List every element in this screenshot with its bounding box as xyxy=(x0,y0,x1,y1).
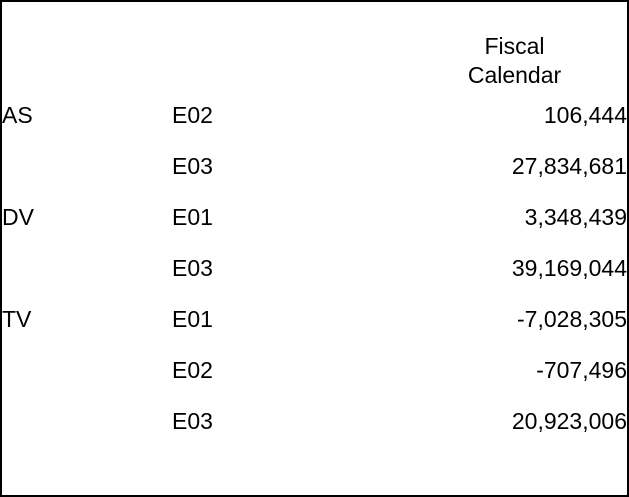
row-code-label: E03 xyxy=(172,255,213,281)
row-group-label xyxy=(2,345,172,396)
spacer-cell xyxy=(402,447,627,475)
row-group-label: AS xyxy=(2,102,33,128)
fiscal-calendar-table xyxy=(2,2,627,475)
row-group-label: DV xyxy=(2,204,34,230)
row-value: 39,169,044 xyxy=(511,255,627,281)
row-code-label: E03 xyxy=(172,153,213,179)
header-code-column xyxy=(172,2,402,90)
header-value-line-2: Calendar xyxy=(467,62,562,88)
table-row xyxy=(2,345,627,396)
row-group-label xyxy=(2,141,172,192)
table-row xyxy=(2,90,627,141)
row-value: -7,028,305 xyxy=(517,306,627,332)
table-row xyxy=(2,192,627,243)
table-body xyxy=(2,90,627,475)
spacer-cell xyxy=(2,447,172,475)
row-value: -707,496 xyxy=(536,357,627,383)
row-value: 3,348,439 xyxy=(524,204,627,230)
table-header-row xyxy=(2,2,627,90)
spacer-cell xyxy=(172,447,402,475)
row-value: 27,834,681 xyxy=(511,153,627,179)
table-header xyxy=(2,2,627,90)
table-row xyxy=(2,294,627,345)
row-code-label: E02 xyxy=(172,357,213,383)
table-row xyxy=(2,243,627,294)
row-value: 106,444 xyxy=(543,102,627,128)
row-code-label: E03 xyxy=(172,408,213,434)
row-code-label: E01 xyxy=(172,306,213,332)
row-group-label: TV xyxy=(2,306,32,332)
header-group-column xyxy=(2,2,172,90)
header-value-line-1: Fiscal xyxy=(484,33,545,59)
row-group-label xyxy=(2,243,172,294)
table-row xyxy=(2,141,627,192)
row-code-label: E02 xyxy=(172,102,213,128)
row-code-label: E01 xyxy=(172,204,213,230)
header-value-column xyxy=(402,2,627,90)
row-value: 20,923,006 xyxy=(511,408,627,434)
table-bottom-spacer xyxy=(2,447,627,475)
row-group-label xyxy=(2,396,172,447)
table-row xyxy=(2,396,627,447)
